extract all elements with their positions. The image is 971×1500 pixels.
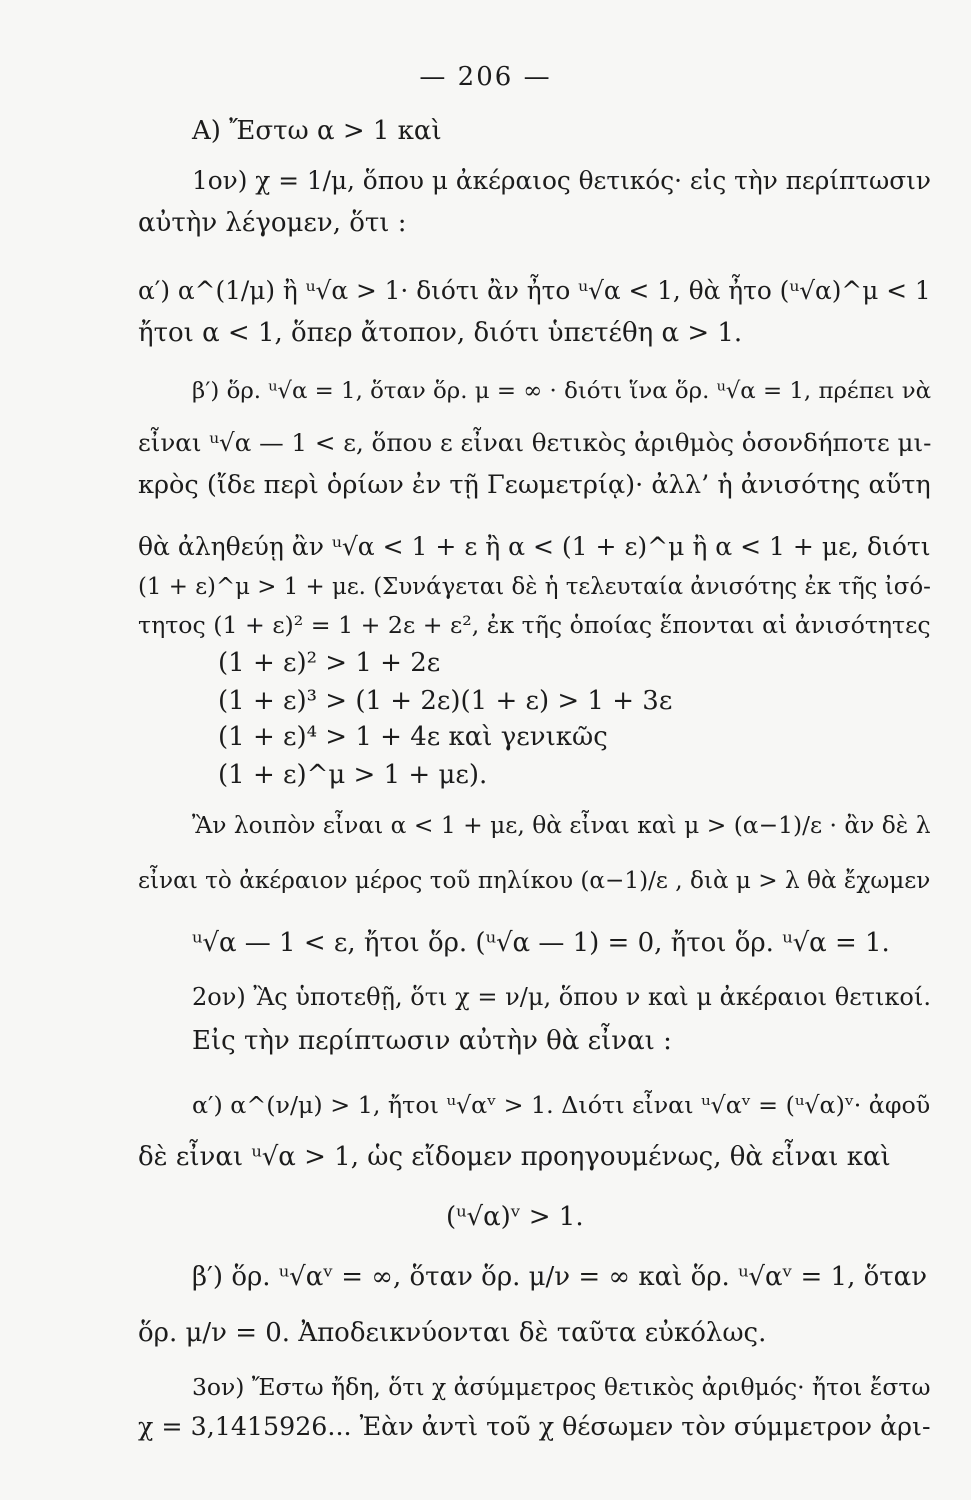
line-22: δὲ εἶναι ᵘ√α > 1, ὡς εἴδομεν προηγουμένως, θὰ εἶναι καὶ	[138, 1142, 891, 1172]
line-12: (1 + ε)² > 1 + 2ε	[218, 648, 441, 678]
line-24: β′) ὅρ. ᵘ√αᵛ = ∞, ὅταν ὅρ. μ/ν = ∞ καὶ ὅρ. ᵘ√αᵛ = 1, ὅταν	[192, 1262, 928, 1292]
line-10: (1 + ε)^μ > 1 + με. (Συνάγεται δὲ ἡ τελευταία ἀνισότης ἐκ τῆς ἰσό-	[138, 574, 931, 600]
line-9: θὰ ἀληθεύῃ ἂν ᵘ√α < 1 + ε ἢ α < (1 + ε)^μ ἢ α < 1 + με, διότι	[138, 532, 931, 561]
line-2: 1ον) χ = 1/μ, ὅπου μ ἀκέραιος θετικός· εἰς τὴν περίπτωσιν	[192, 166, 931, 195]
line-17: εἶναι τὸ ἀκέραιον μέρος τοῦ πηλίκου (α−1)/ε , διὰ μ > λ θὰ ἔχωμεν	[138, 868, 931, 894]
line-25: ὅρ. μ/ν = 0. Ἀποδεικνύονται δὲ ταῦτα εὐκόλως.	[138, 1318, 767, 1348]
line-4: α′) α^(1/μ) ἢ ᵘ√α > 1· διότι ἂν ἦτο ᵘ√α < 1, θὰ ἦτο (ᵘ√α)^μ < 1	[138, 276, 931, 305]
line-18: ᵘ√α — 1 < ε, ἤτοι ὅρ. (ᵘ√α — 1) = 0, ἤτοι ὅρ. ᵘ√α = 1.	[192, 928, 890, 958]
line-20: Εἰς τὴν περίπτωσιν αὐτὴν θὰ εἶναι :	[192, 1026, 672, 1056]
line-5: ἤτοι α < 1, ὅπερ ἄτοπον, διότι ὑπετέθη α > 1.	[138, 318, 743, 348]
line-8: κρὸς (ἴδε περὶ ὁρίων ἐν τῇ Γεωμετρίᾳ)· ἀλλ’ ἡ ἀνισότης αὕτη	[138, 470, 931, 500]
line-23: (ᵘ√α)ᵛ > 1.	[446, 1202, 584, 1232]
line-16: Ἂν λοιπὸν εἶναι α < 1 + με, θὰ εἶναι καὶ μ > (α−1)/ε · ἂν δὲ λ	[192, 811, 931, 839]
line-15: (1 + ε)^μ > 1 + με).	[218, 760, 488, 790]
line-21: α′) α^(ν/μ) > 1, ἤτοι ᵘ√αᵛ > 1. Διότι εἶναι ᵘ√αᵛ = (ᵘ√α)ᵛ· ἀφοῦ	[192, 1091, 931, 1119]
line-6: β′) ὅρ. ᵘ√α = 1, ὅταν ὅρ. μ = ∞ · διότι ἵνα ὅρ. ᵘ√α = 1, πρέπει νὰ	[192, 378, 932, 404]
line-14: (1 + ε)⁴ > 1 + 4ε καὶ γενικῶς	[218, 722, 608, 752]
line-13: (1 + ε)³ > (1 + 2ε)(1 + ε) > 1 + 3ε	[218, 686, 673, 716]
line-19: 2ον) Ἂς ὑποτεθῇ, ὅτι χ = ν/μ, ὅπου ν καὶ μ ἀκέραιοι θετικοί.	[192, 983, 931, 1011]
line-7: εἶναι ᵘ√α — 1 < ε, ὅπου ε εἶναι θετικὸς ἀριθμὸς ὁσονδήποτε μι-	[138, 428, 932, 457]
line-1: Α) Ἔστω α > 1 καὶ	[192, 116, 442, 146]
line-26: 3ον) Ἔστω ἤδη, ὅτι χ ἀσύμμετρος θετικὸς ἀριθμός· ἤτοι ἔστω	[192, 1373, 931, 1401]
line-27: χ = 3,1415926... Ἐὰν ἀντὶ τοῦ χ θέσωμεν τὸν σύμμετρον ἀρι-	[138, 1412, 931, 1441]
page-number: — 206 —	[419, 62, 552, 92]
line-3: αὐτὴν λέγομεν, ὅτι :	[138, 208, 407, 238]
line-11: τητος (1 + ε)² = 1 + 2ε + ε², ἐκ τῆς ὁποίας ἕπονται αἱ ἀνισότητες	[138, 611, 931, 639]
